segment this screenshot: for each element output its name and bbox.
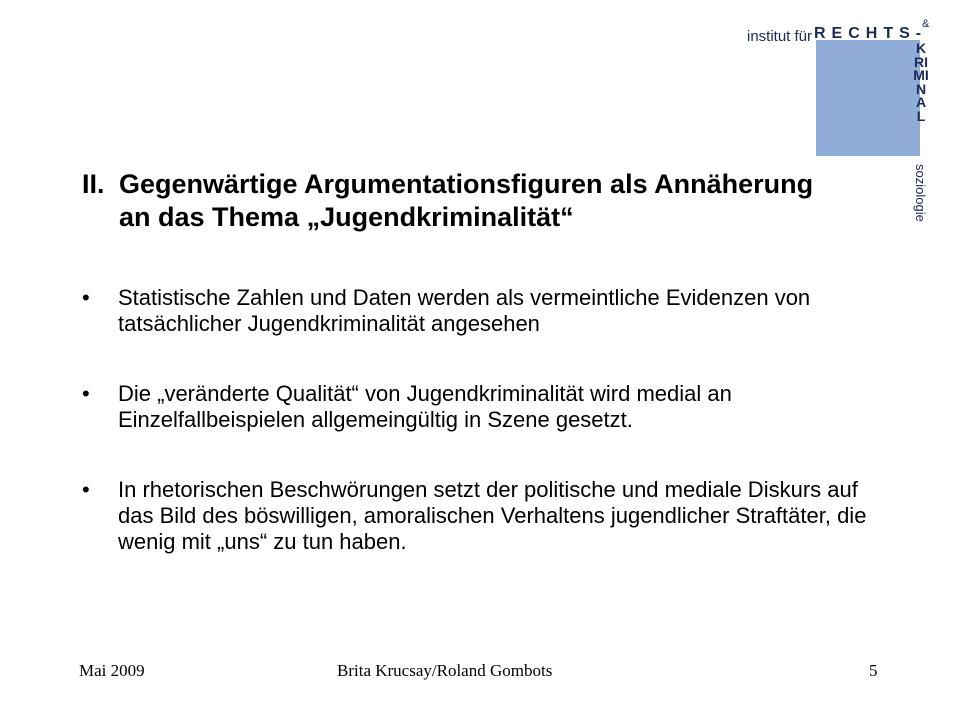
footer-date: Mai 2009 — [79, 661, 145, 680]
title-number: II. — [82, 169, 105, 199]
bullet-item — [82, 381, 892, 433]
bullet-marker: • — [82, 477, 90, 502]
logo-word-rechts: RECHTS- — [814, 25, 928, 42]
logo-prefix: institut für — [747, 28, 813, 45]
bullet-item — [82, 285, 892, 337]
bullet-list — [82, 285, 892, 599]
logo-word-soziologie: soziologie — [913, 164, 928, 222]
logo-square — [816, 40, 920, 156]
footer-page-number: 5 — [869, 661, 878, 680]
bullet-text: In rhetorischen Beschwörungen setzt der politische und mediale Diskurs auf das Bild des böswilligen, amoralischen Verhaltens jugendlicher Straftäter, die wenig mit „uns“ zu tun haben. — [118, 477, 867, 554]
bullet-text: Die „veränderte Qualität“ von Jugendkriminalität wird medial an Einzelfallbeispielen allgemeingültig in Szene gesetzt. — [118, 381, 732, 432]
bullet-marker: • — [82, 381, 90, 406]
logo-word-kriminal: KRIMINAL — [913, 40, 929, 124]
logo-ampersand: & — [922, 18, 930, 30]
footer-authors: Brita Krucsay/Roland Gombots — [337, 661, 553, 680]
slide-title — [82, 168, 822, 234]
title-text: Gegenwärtige Argumentationsfiguren als Annäherung an das Thema „Jugendkriminalität“ — [119, 169, 814, 232]
bullet-marker: • — [82, 285, 90, 310]
bullet-item — [82, 477, 892, 555]
bullet-text: Statistische Zahlen und Daten werden als vermeintliche Evidenzen von tatsächlicher Jugendkriminalität angesehen — [118, 285, 811, 336]
